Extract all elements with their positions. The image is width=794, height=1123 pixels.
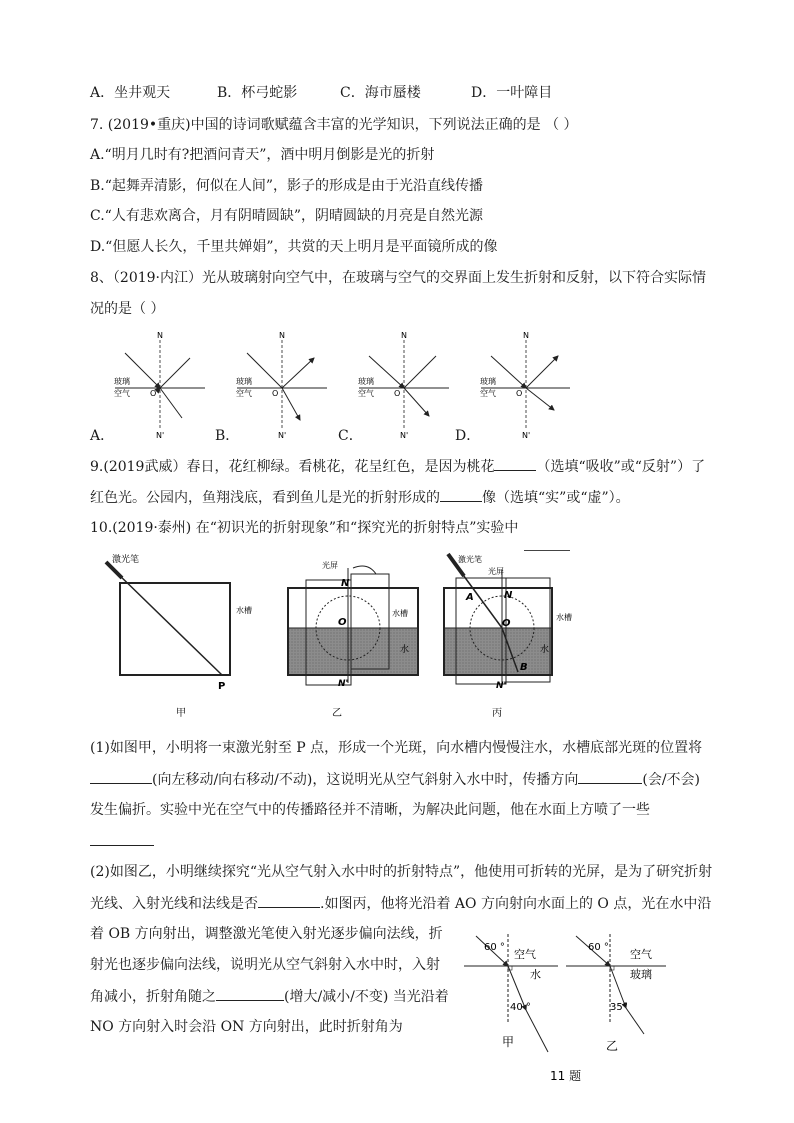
svg-text:A: A bbox=[466, 592, 474, 603]
q10-stem: 10.(2019·泰州) 在“初识光的折射现象”和“探究光的折射特点”实验中 bbox=[90, 520, 519, 536]
q6-option-d: D．一叶障目 bbox=[471, 85, 553, 101]
q9-blank-1[interactable] bbox=[494, 456, 536, 471]
q11-figure-jia bbox=[464, 934, 558, 1052]
svg-text:N: N bbox=[504, 590, 513, 601]
svg-text:N': N' bbox=[400, 431, 409, 440]
svg-text:水槽: 水槽 bbox=[556, 613, 572, 622]
svg-text:N: N bbox=[341, 578, 350, 589]
q10-p1-line3: 发生偏折。实验中光在空气中的传播路径并不清晰，为解决此问题，他在水面上方喷了一些 bbox=[90, 802, 650, 818]
q11-caption-jia: 甲 bbox=[502, 1035, 515, 1049]
svg-text:空气: 空气 bbox=[236, 389, 252, 398]
q8-choice-a: A． bbox=[90, 428, 115, 444]
svg-text:水: 水 bbox=[540, 645, 550, 655]
q10-p1-line2: (向左移动/向右移动/不动)，这说明光从空气斜射入水中时，传播方向 (会/不会) bbox=[90, 769, 700, 790]
q8-diagram-d bbox=[480, 331, 570, 440]
q8-choice-b: B． bbox=[215, 428, 240, 444]
q9-line2: 红色光。公园内，鱼翔浅底，看到鱼儿是光的折射形成的 像（选填“实”或“虚”）。 bbox=[90, 487, 630, 508]
q10-p2-line2: 光线、入射光线和法线是否 .如图丙，他将光沿着 AO 方向射向水面上的 O 点，光在水中沿 bbox=[90, 893, 711, 914]
q10-caption-jia: 甲 bbox=[176, 708, 186, 719]
svg-text:水: 水 bbox=[400, 645, 410, 655]
svg-text:玻璃: 玻璃 bbox=[480, 377, 496, 386]
q8-stem-line1: 8、（2019·内江）光从玻璃射向空气中，在玻璃与空气的交界面上发生折射和反射，以下符合实际情 bbox=[90, 270, 706, 286]
q8-a-n: N bbox=[157, 331, 163, 340]
svg-text:空气: 空气 bbox=[480, 389, 496, 398]
svg-text:激光笔: 激光笔 bbox=[112, 555, 140, 565]
q11-figure-yi bbox=[566, 934, 666, 1053]
q11-caption-yi: 乙 bbox=[606, 1039, 619, 1053]
q11-caption: 11 题 bbox=[550, 1069, 582, 1083]
svg-text:玻璃: 玻璃 bbox=[358, 377, 374, 386]
svg-text:光屏: 光屏 bbox=[488, 567, 504, 576]
svg-text:玻璃: 玻璃 bbox=[114, 377, 130, 386]
svg-text:O: O bbox=[272, 389, 279, 398]
q10-figure-yi bbox=[288, 560, 418, 719]
q10-p2-line1: (2)如图乙，小明继续探究“光从空气射入水中时的折射特点”，他使用可折转的光屏，是为了研究折射 bbox=[90, 864, 713, 880]
q8-choice-d: D． bbox=[455, 428, 481, 444]
svg-text:N': N' bbox=[338, 679, 349, 689]
svg-text:光屏: 光屏 bbox=[322, 561, 338, 570]
q7-option-d: D.“但愿人长久，千里共婵娟”，共赏的天上明月是平面镜所成的像 bbox=[90, 239, 498, 255]
svg-text:P: P bbox=[218, 681, 226, 692]
svg-text:水槽: 水槽 bbox=[392, 609, 408, 618]
q8-diagram-a bbox=[114, 331, 205, 440]
q8-diagram-c bbox=[358, 331, 449, 440]
svg-text:玻璃: 玻璃 bbox=[236, 377, 252, 386]
svg-text:35°: 35° bbox=[610, 1002, 628, 1013]
q10-blank-1[interactable] bbox=[90, 769, 152, 784]
q10-figure-jia bbox=[106, 553, 252, 719]
q10-p2-line3: 着 OB 方向射出，调整激光笔使入射光逐步偏向法线，折 bbox=[90, 926, 443, 942]
svg-text:空气: 空气 bbox=[514, 948, 536, 961]
q10-p1-line4 bbox=[90, 831, 154, 852]
q9-blank-2[interactable] bbox=[440, 487, 482, 502]
svg-text:水: 水 bbox=[530, 968, 541, 981]
svg-text:O: O bbox=[502, 618, 511, 629]
svg-text:N: N bbox=[401, 331, 407, 340]
q7-option-b: B.“起舞弄清影，何似在人间”，影子的形成是由于光沿直线传播 bbox=[90, 178, 484, 194]
svg-text:玻璃: 玻璃 bbox=[630, 968, 652, 981]
svg-text:空气: 空气 bbox=[630, 948, 652, 961]
svg-text:N': N' bbox=[278, 431, 287, 440]
q8-choice-c: C． bbox=[338, 428, 363, 444]
q10-blank-5[interactable] bbox=[216, 986, 284, 1001]
svg-text:水槽: 水槽 bbox=[236, 606, 252, 615]
svg-text:O: O bbox=[150, 389, 157, 398]
svg-text:O: O bbox=[516, 389, 523, 398]
svg-text:60 °: 60 ° bbox=[588, 942, 609, 953]
q10-p2-line5: 角减小，折射角随之 (增大/减小/不变) 当光沿着 bbox=[90, 986, 449, 1007]
q10-figure-bing bbox=[444, 554, 572, 719]
svg-text:激光笔: 激光笔 bbox=[458, 555, 482, 564]
q7-option-a: A.“明月几时有?把酒问青天”，酒中明月倒影是光的折射 bbox=[90, 147, 435, 163]
svg-text:空气: 空气 bbox=[114, 389, 130, 398]
svg-text:40 °: 40 ° bbox=[510, 1002, 531, 1013]
q10-caption-bing: 丙 bbox=[492, 708, 502, 719]
svg-text:空气: 空气 bbox=[358, 389, 374, 398]
q11-figures bbox=[458, 928, 678, 1088]
svg-text:N: N bbox=[279, 331, 285, 340]
q8-stem-line2: 况的是（ ） bbox=[90, 301, 165, 317]
q10-p2-line4: 射光也逐步偏向法线，说明光从空气斜射入水中时，入射 bbox=[90, 957, 440, 973]
svg-text:B: B bbox=[520, 662, 528, 673]
q9-line1: 9.(2019武威）春日，花红柳绿。看桃花，花呈红色，是因为桃花 （选填“吸收”或“反射”）了 bbox=[90, 456, 705, 477]
q10-p2-line6: NO 方向射入时会沿 ON 方向射出，此时折射角为 bbox=[90, 1019, 403, 1035]
q10-caption-yi: 乙 bbox=[332, 708, 342, 719]
q6-option-c: C．海市蜃楼 bbox=[340, 85, 421, 101]
svg-text:N: N bbox=[523, 331, 529, 340]
q10-blank-4[interactable] bbox=[258, 893, 320, 908]
svg-text:N': N' bbox=[496, 681, 507, 691]
q6-option-b: B．杯弓蛇影 bbox=[217, 85, 298, 101]
q7-option-c: C.“人有悲欢离合，月有阴晴圆缺”，阴晴圆缺的月亮是自然光源 bbox=[90, 208, 483, 224]
svg-text:O: O bbox=[338, 617, 347, 628]
svg-text:O: O bbox=[394, 389, 401, 398]
q10-blank-3[interactable] bbox=[90, 831, 154, 846]
q10-p1-line1: (1)如图甲，小明将一束激光射至 P 点，形成一个光斑，向水槽内慢慢注水，水槽底部光斑的位置将 bbox=[90, 740, 703, 756]
svg-text:N': N' bbox=[522, 431, 531, 440]
q8-diagrams bbox=[100, 328, 570, 440]
q6-option-a: A．坐井观天 bbox=[90, 85, 171, 101]
q10-blank-2[interactable] bbox=[578, 769, 642, 784]
svg-text:N': N' bbox=[156, 431, 165, 440]
q10-figures bbox=[100, 548, 580, 728]
q7-stem: 7. (2019•重庆)中国的诗词歌赋蕴含丰富的光学知识，下列说法正确的是 （ ） bbox=[90, 117, 578, 133]
q8-diagram-b bbox=[236, 331, 327, 440]
svg-text:60 °: 60 ° bbox=[484, 942, 505, 953]
